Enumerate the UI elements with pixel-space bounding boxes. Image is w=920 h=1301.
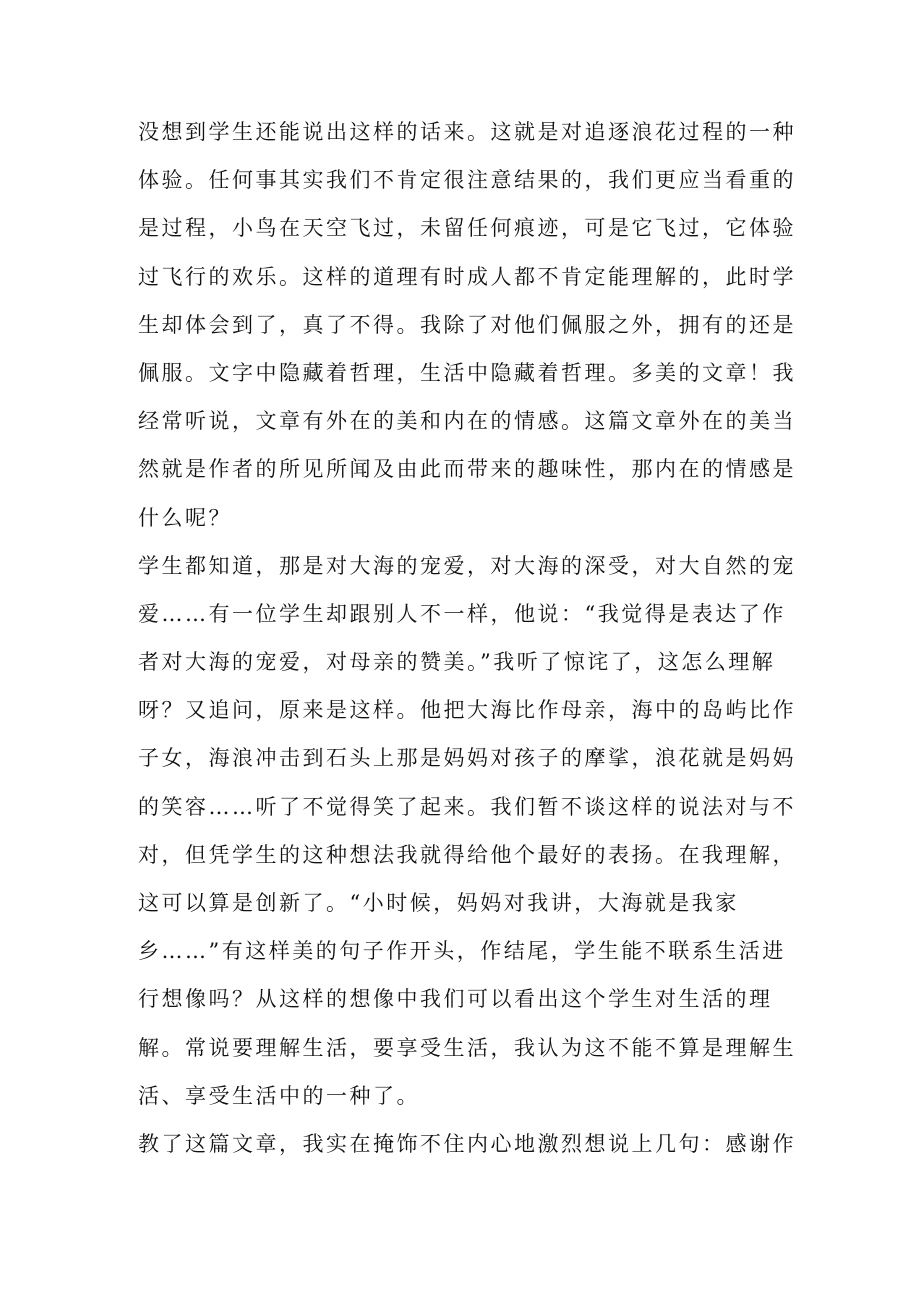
- body-text: [138, 108, 796, 1168]
- text-line: 者对大海的宠爱，对母亲的赞美。”我听了惊诧了，这怎么理解: [138, 650, 776, 675]
- text-line: 这可以算是创新了。“小时候，妈妈对我讲，大海就是我家: [138, 891, 739, 915]
- text-line: 乡……”有这样美的句子作开头，作结尾，学生能不联系生活进: [138, 939, 786, 964]
- text-line: 爱……有一位学生却跟别人不一样，他说：“我觉得是表达了作: [138, 601, 786, 626]
- text-line: 什么呢？: [138, 505, 232, 530]
- text-line: 经常听说，文章有外在的美和内在的情感。这篇文章外在的美当: [138, 409, 796, 434]
- text-line: 没想到学生还能说出这样的话来。这就是对追逐浪花过程的一种: [138, 120, 796, 144]
- text-line: 活、享受生活中的一种了。: [138, 1083, 420, 1108]
- text-line: 生却体会到了，真了不得。我除了对他们佩服之外，拥有的还是: [138, 312, 796, 337]
- text-line: 佩服。文字中隐藏着哲理，生活中隐藏着哲理。多美的文章！我: [138, 360, 796, 385]
- text-line: 教了这篇文章，我实在掩饰不住内心地激烈想说上几句：感谢作: [138, 1131, 796, 1156]
- text-line: 然就是作者的所见所闻及由此而带来的趣味性，那内在的情感是: [138, 457, 796, 482]
- text-line: 过飞行的欢乐。这样的道理有时成人都不肯定能理解的，此时学: [138, 264, 796, 289]
- text-line: 学生都知道，那是对大海的宠爱，对大海的深受，对大自然的宠: [138, 553, 796, 578]
- text-line: 呀？又追问，原来是这样。他把大海比作母亲，海中的岛屿比作: [138, 698, 796, 723]
- text-line: 体验。任何事其实我们不肯定很注意结果的，我们更应当看重的: [138, 168, 796, 193]
- text-line: 是过程，小鸟在天空飞过，未留任何痕迹，可是它飞过，它体验: [138, 216, 796, 241]
- text-line: 子女，海浪冲击到石头上那是妈妈对孩子的摩挲，浪花就是妈妈: [138, 746, 796, 771]
- text-line: 的笑容……听了不觉得笑了起来。我们暂不谈这样的说法对与不: [138, 794, 796, 819]
- text-line: 解。常说要理解生活，要享受生活，我认为这不能不算是理解生: [138, 1035, 796, 1060]
- text-line: 对，但凭学生的这种想法我就得给他个最好的表扬。在我理解，: [138, 842, 796, 867]
- text-line: 行想像吗？从这样的想像中我们可以看出这个学生对生活的理: [138, 987, 773, 1012]
